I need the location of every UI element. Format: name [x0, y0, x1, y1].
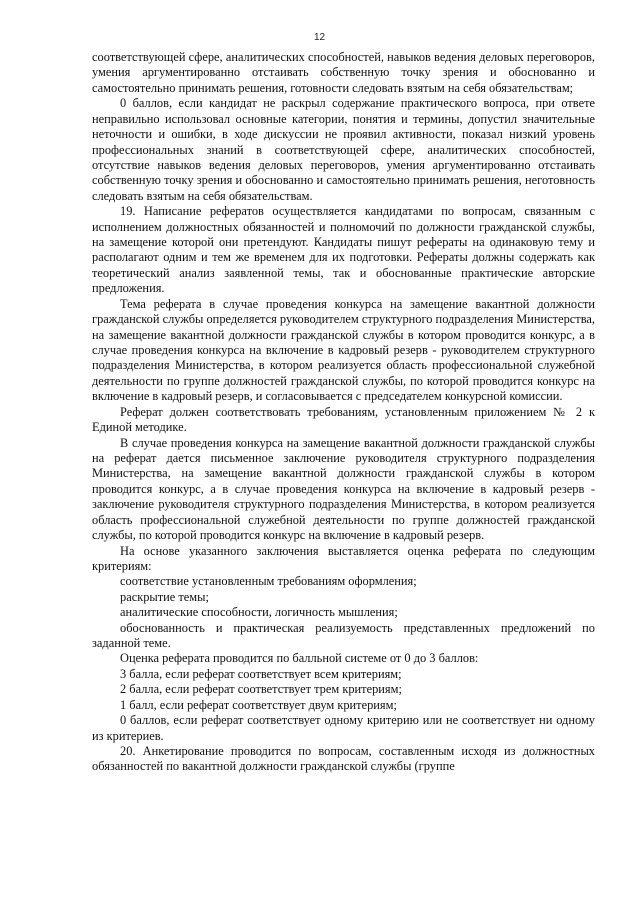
list-item: 1 балл, если реферат соответствует двум критериям; [120, 697, 397, 712]
document-body [92, 50, 595, 775]
list-item: обоснованность и практическая реализуемость представленных предложений по заданной теме. [92, 620, 595, 651]
paragraph: В случае проведения конкурса на замещение вакантной должности гражданской службы на реферат дается письменное заключение руководителя структурного подразделения Министерства, на замещение вакантной должности гражданской службы в котором проводится конкурс, а в случае проведения конкурса на включение в кадровый резерв - заключение руководителя структурного подразделения Министерства, в котором реализуется область профессиональной служебной деятельности по группе должностей гражданской службы, по которой проводится конкурс на включение в кадровый резерв. [92, 435, 595, 543]
paragraph: Тема реферата в случае проведения конкурса на замещение вакантной должности гражданской службы определяется руководителем структурного подразделения Министерства, на замещение вакантной должности гражданской службы в котором проводится конкурс, а в случае проведения конкурса на включение в кадровый резерв - руководителем структурного подразделения Министерства, в котором реализуется область профессиональной служебной деятельности по группе должностей гражданской службы, по которой проводится конкурс на включение в кадровый резерв, и согласовывается с председателем конкурсной комиссии. [92, 296, 595, 404]
paragraph: Оценка реферата проводится по балльной системе от 0 до 3 баллов: [120, 651, 479, 666]
list-item: аналитические способности, логичность мышления; [120, 605, 398, 620]
paragraph: 19. Написание рефератов осуществляется кандидатами по вопросам, связанным с исполнением должностных обязанностей и полномочий по должности гражданской службы, на замещение которой они претендуют. Кандидаты пишут рефераты на одинаковую тему и располагают одним и тем же временем для их подготовки. Рефераты должны содержать как теоретический анализ заявленной темы, так и обоснованные практические авторские предложения. [92, 204, 595, 296]
paragraph: 20. Анкетирование проводится по вопросам, составленным исходя из должностных обязанностей по вакантной должности гражданской службы (группе [92, 743, 595, 774]
list-item: раскрытие темы; [120, 589, 209, 604]
list-item: 0 баллов, если реферат соответствует одному критерию или не соответствует ни одному из критериев. [92, 713, 595, 743]
paragraph: На основе указанного заключения выставляется оценка реферата по следующим критериям: [92, 543, 595, 573]
list-item: 3 балла, если реферат соответствует всем критериям; [120, 666, 402, 681]
paragraph: Реферат должен соответствовать требованиям, установленным приложением № 2 к Единой методике. [92, 404, 595, 435]
paragraph: 0 баллов, если кандидат не раскрыл содержание практического вопроса, при ответе неправильно использовал основные категории, понятия и термины, допустил значительные неточности и ошибки, в ходе дискуссии не проявил активности, показал низкий уровень профессиональных знаний в соответствующей сфере, аналитических способностей, отсутствие навыков ведения деловых переговоров, умения аргументированно отстаивать собственную точку зрения и обоснованно и самостоятельно принимать решения, неготовность следовать взятым на себя обязательствам. [92, 96, 595, 203]
page-number: 12 [313, 32, 326, 43]
list-item: соответствие установленным требованиям оформления; [120, 574, 417, 589]
list-item: 2 балла, если реферат соответствует трем критериям; [120, 682, 402, 697]
paragraph: соответствующей сфере, аналитических способностей, навыков ведения деловых переговоров, умения аргументированно отстаивать собственную точку зрения и обоснованно и самостоятельно принимать решения, готовности следовать взятым на себя обязательствам; [92, 50, 595, 95]
